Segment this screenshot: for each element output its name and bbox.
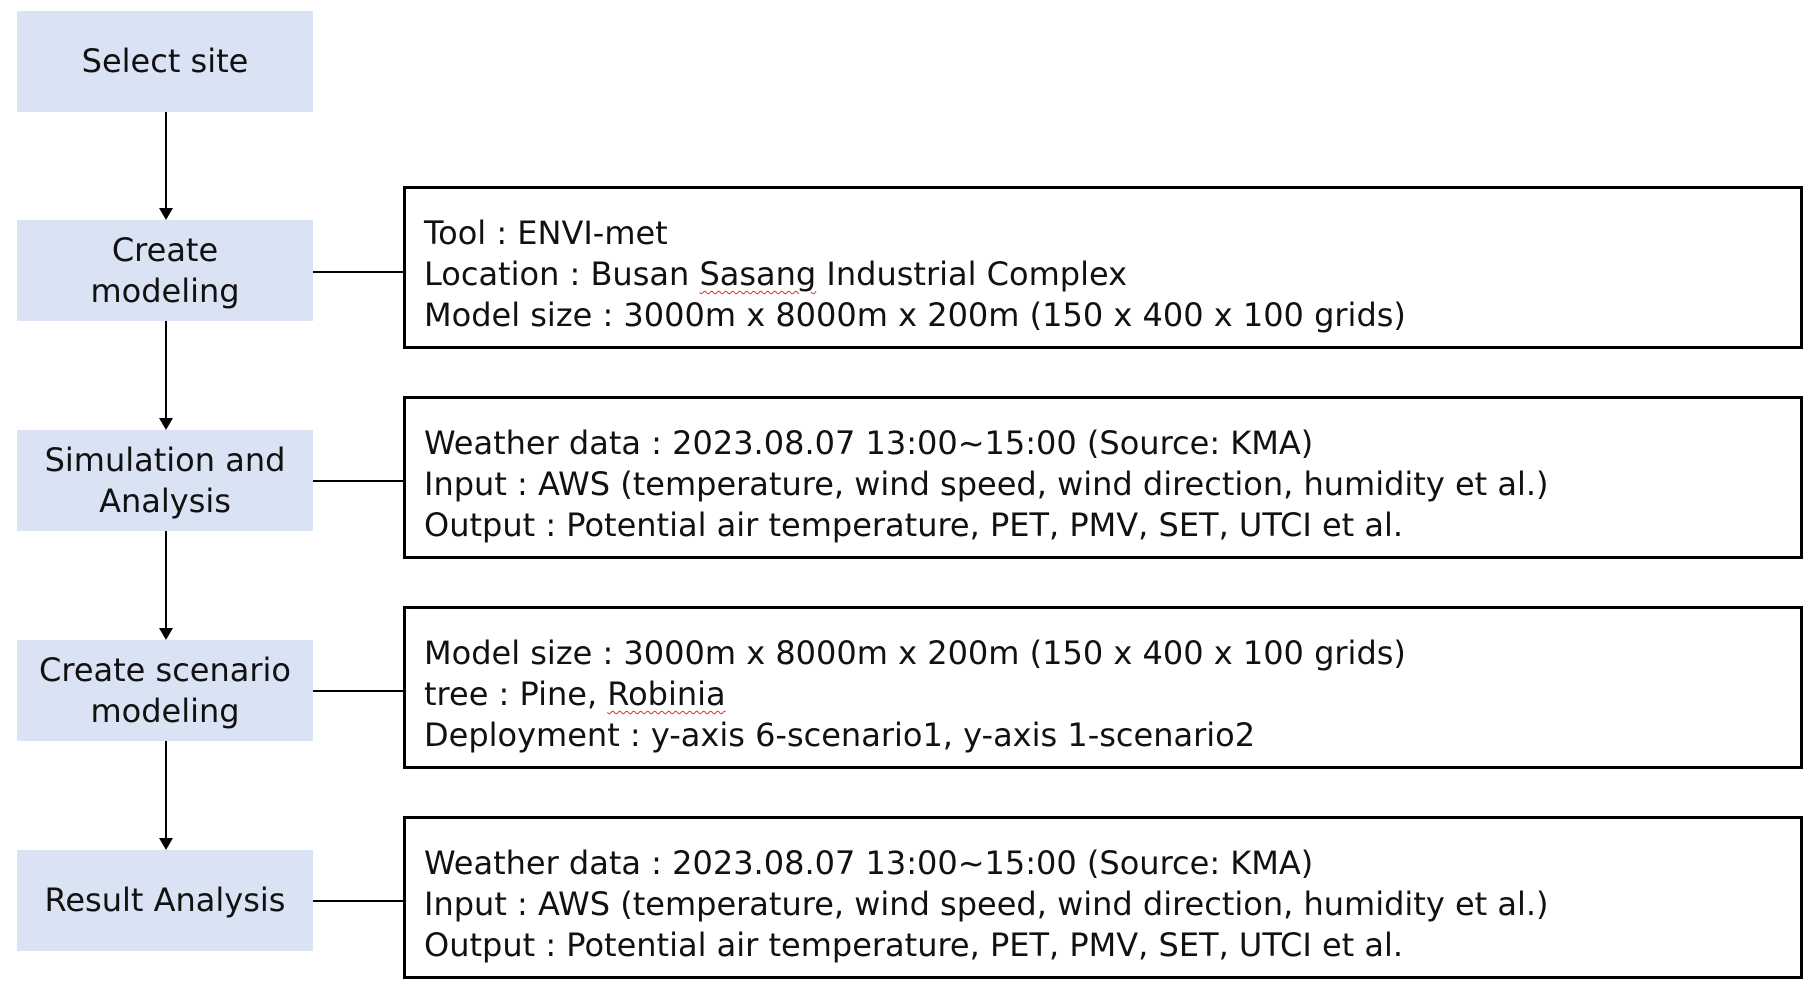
arrow-down-icon bbox=[159, 208, 173, 220]
detail-line: Tool : ENVI-met bbox=[424, 214, 668, 252]
step-create-modeling bbox=[17, 220, 313, 321]
detail-line: Output : Potential air temperature, PET, PMV, SET, UTCI et al. bbox=[424, 506, 1404, 544]
step-label: Create bbox=[111, 230, 219, 269]
connector-line bbox=[165, 321, 167, 420]
detail-line: Model size : 3000m x 8000m x 200m (150 x 400 x 100 grids) bbox=[424, 634, 1406, 672]
detail-box-result bbox=[403, 816, 1803, 979]
detail-box-simulation bbox=[403, 396, 1803, 559]
connector-line bbox=[165, 741, 167, 840]
step-label: Result Analysis bbox=[44, 881, 286, 919]
arrow-down-icon bbox=[159, 418, 173, 430]
detail-connector bbox=[313, 690, 405, 692]
spellcheck-flagged-word: Sasang bbox=[699, 255, 817, 293]
detail-line: Output : Potential air temperature, PET, PMV, SET, UTCI et al. bbox=[424, 926, 1404, 964]
step-result-analysis bbox=[17, 850, 313, 951]
detail-line: Weather data : 2023.08.07 13:00~15:00 (Source: KMA) bbox=[424, 844, 1314, 882]
connector-line bbox=[165, 112, 167, 210]
detail-box-scenario bbox=[403, 606, 1803, 769]
detail-line: Input : AWS (temperature, wind speed, wind direction, humidity et al.) bbox=[424, 465, 1549, 503]
step-label: Select site bbox=[81, 42, 249, 80]
step-label: Analysis bbox=[99, 481, 231, 520]
detail-box-modeling bbox=[403, 186, 1803, 349]
step-label: modeling bbox=[90, 271, 240, 310]
detail-text: Industrial Complex bbox=[816, 255, 1128, 293]
detail-line bbox=[424, 674, 1800, 715]
detail-line: Input : AWS (temperature, wind speed, wind direction, humidity et al.) bbox=[424, 885, 1549, 923]
detail-line: Model size : 3000m x 8000m x 200m (150 x 400 x 100 grids) bbox=[424, 296, 1406, 334]
detail-connector bbox=[313, 271, 405, 273]
detail-text: Location : Busan bbox=[424, 255, 700, 293]
detail-line: Deployment : y-axis 6-scenario1, y-axis 1-scenario2 bbox=[424, 716, 1256, 754]
spellcheck-flagged-word: Robinia bbox=[607, 675, 726, 713]
step-simulation-analysis bbox=[17, 430, 313, 531]
detail-text: tree : Pine, bbox=[424, 675, 608, 713]
detail-line: Weather data : 2023.08.07 13:00~15:00 (Source: KMA) bbox=[424, 424, 1314, 462]
detail-connector bbox=[313, 480, 405, 482]
step-select-site bbox=[17, 11, 313, 112]
step-create-scenario-modeling bbox=[17, 640, 313, 741]
step-label: Simulation and bbox=[44, 440, 286, 479]
step-label: Create scenario bbox=[39, 650, 291, 689]
detail-connector bbox=[313, 900, 405, 902]
connector-line bbox=[165, 531, 167, 630]
arrow-down-icon bbox=[159, 628, 173, 640]
detail-line bbox=[424, 254, 1800, 295]
arrow-down-icon bbox=[159, 838, 173, 850]
step-label: modeling bbox=[90, 691, 240, 730]
